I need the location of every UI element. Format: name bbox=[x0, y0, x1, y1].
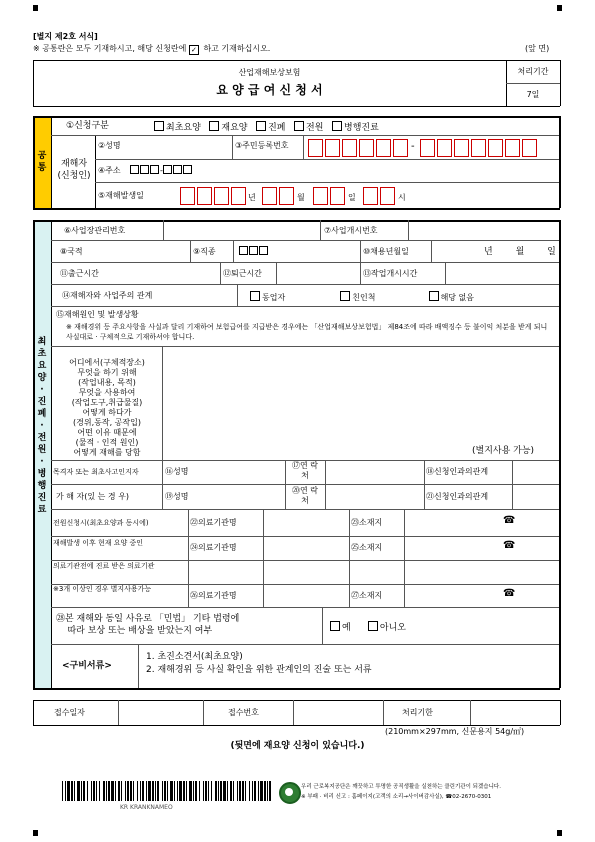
receipt-date-label: 접수일자 bbox=[54, 708, 85, 717]
opt-no: 아니오 bbox=[379, 623, 406, 633]
concurrent-line-3: ※3개 이상인 경우 별지사용가능 bbox=[53, 585, 152, 593]
offender-name-label: ⑲성명 bbox=[165, 492, 189, 501]
witness-label: 목격자 또는 최초사고인지자 bbox=[53, 468, 139, 476]
barcode-bar bbox=[233, 781, 234, 801]
opt-none: 해당 없음 bbox=[440, 293, 475, 302]
witness-contact-label: ⑰연 락 처 bbox=[292, 461, 318, 480]
barcode-bar bbox=[127, 781, 129, 801]
barcode-bar bbox=[111, 781, 114, 801]
offender-contact-label: ⑳연 락 처 bbox=[292, 486, 318, 505]
compensation-options bbox=[330, 621, 406, 633]
barcode-bar bbox=[205, 781, 207, 801]
date-label: ⑤재해발생일 bbox=[98, 191, 144, 200]
checkbox-partner[interactable] bbox=[250, 291, 260, 301]
barcode bbox=[62, 781, 272, 805]
year-box-4[interactable] bbox=[231, 187, 246, 205]
work-start-label: ⑪출근시간 bbox=[60, 269, 99, 278]
opt-relative: 친인척 bbox=[352, 293, 376, 302]
barcode-bar bbox=[93, 781, 95, 801]
guide-10: 어떻게 재해를 당함 bbox=[73, 448, 141, 457]
barcode-bar bbox=[71, 781, 73, 801]
page-side: (앞 면) bbox=[525, 44, 550, 53]
rrn-box-12[interactable] bbox=[505, 139, 520, 157]
barcode-bar bbox=[264, 781, 266, 801]
address-label: ④주소 bbox=[98, 166, 121, 175]
rrn-box-1[interactable] bbox=[308, 139, 323, 157]
attach-ok: (별지사용 가능) bbox=[472, 446, 535, 456]
barcode-bar bbox=[65, 781, 66, 801]
year-box-1[interactable] bbox=[180, 187, 195, 205]
doc-2: 2. 재해경위 등 사실 확인을 위한 관계인의 진술 또는 서류 bbox=[146, 665, 372, 675]
rrn-box-7[interactable] bbox=[420, 139, 435, 157]
barcode-bar bbox=[215, 781, 217, 801]
barcode-bar bbox=[140, 781, 141, 801]
notice-prefix: ※ 공통란은 모두 기재하시고, 해당 신청란에 bbox=[33, 44, 187, 53]
guide-3: (작업내용, 목적) bbox=[78, 378, 136, 387]
barcode-bar bbox=[81, 781, 82, 801]
req-type-options bbox=[154, 121, 379, 133]
rrn-label: ③주민등록번호 bbox=[235, 141, 289, 150]
concurrent-line-2: 의료기관전에 진료 받은 의료기관 bbox=[53, 562, 155, 570]
hospital-label-3: ㉖의료기관명 bbox=[190, 591, 237, 600]
barcode-bar bbox=[164, 781, 166, 801]
receipt-deadline-label: 처리기한 bbox=[402, 708, 433, 717]
barcode-bar bbox=[239, 781, 241, 801]
barcode-bar bbox=[148, 781, 151, 801]
barcode-bar bbox=[177, 781, 178, 801]
opt-first: 최초요양 bbox=[166, 123, 201, 133]
opt-partner: 동업자 bbox=[262, 293, 286, 302]
witness-rel-label: ⑱신청인과의관계 bbox=[426, 467, 489, 476]
barcode-bar bbox=[91, 781, 92, 801]
docs-label: <구비서류> bbox=[62, 661, 112, 671]
day-unit: 일 bbox=[348, 193, 356, 202]
location-label-2: ㉕소재지 bbox=[351, 543, 383, 552]
rrn-box-2[interactable] bbox=[325, 139, 340, 157]
barcode-bar bbox=[174, 781, 175, 801]
insurance-name: 산업재해보상보험 bbox=[238, 68, 301, 77]
barcode-bar bbox=[74, 781, 75, 801]
job-code-boxes[interactable] bbox=[239, 246, 269, 257]
barcode-bar bbox=[87, 781, 88, 801]
postal-boxes[interactable]: - bbox=[130, 165, 193, 176]
rrn-box-13[interactable] bbox=[522, 139, 537, 157]
transfer-label: 전원신청시(최초요양과 동시에) bbox=[53, 519, 149, 527]
barcode-bar bbox=[108, 781, 110, 801]
doc-1: 1. 초진소견서(최초요양) bbox=[146, 652, 243, 662]
barcode-bar bbox=[152, 781, 154, 801]
barcode-bar bbox=[258, 781, 259, 801]
common-side-label: 공통 bbox=[37, 151, 47, 173]
hospital-label-2: ㉔의료기관명 bbox=[190, 543, 237, 552]
corner-mark-br bbox=[557, 830, 562, 836]
biz-start-label: ⑦사업개시번호 bbox=[324, 226, 378, 235]
guide-7: (경위,동작, 공작입) bbox=[73, 418, 141, 427]
year-box-3[interactable] bbox=[214, 187, 229, 205]
barcode-bar bbox=[230, 781, 232, 801]
location-label-3: ㉗소재지 bbox=[351, 591, 383, 600]
barcode-bar bbox=[211, 781, 212, 801]
rrn-box-9[interactable] bbox=[454, 139, 469, 157]
corner-mark-bl bbox=[33, 830, 38, 836]
corner-mark-tl bbox=[33, 5, 38, 11]
relation-label: ⑭재해자와 사업주의 관계 bbox=[62, 291, 153, 300]
rrn-dash: - bbox=[411, 141, 415, 152]
month-box-2[interactable] bbox=[279, 187, 294, 205]
concurrent-label bbox=[53, 538, 188, 595]
checkbox-first[interactable] bbox=[154, 121, 164, 131]
rrn-box-3[interactable] bbox=[342, 139, 357, 157]
barcode-bar bbox=[125, 781, 126, 801]
page-title: 요 양 급 여 신 청 서 bbox=[216, 83, 323, 97]
barcode-bar bbox=[155, 781, 156, 801]
location-label-1: ㉓소재지 bbox=[351, 518, 383, 527]
barcode-bar bbox=[162, 781, 163, 801]
barcode-bar bbox=[115, 781, 116, 801]
op-start-label: ⑬작업개시시간 bbox=[363, 269, 418, 278]
checkbox-no[interactable] bbox=[368, 621, 378, 631]
cause-guide bbox=[53, 358, 161, 458]
barcode-bar bbox=[254, 781, 256, 801]
checkbox-transfer[interactable] bbox=[294, 121, 304, 131]
day-box-1[interactable] bbox=[313, 187, 328, 205]
form-number: [별지 제2호 서식] bbox=[33, 32, 98, 41]
barcode-bar bbox=[260, 781, 263, 801]
offender-rel-label: ㉑신청인과의관계 bbox=[426, 492, 489, 501]
year-box-2[interactable] bbox=[197, 187, 212, 205]
barcode-bar bbox=[186, 781, 187, 801]
barcode-bar bbox=[203, 781, 204, 801]
barcode-bar bbox=[142, 781, 144, 801]
barcode-bar bbox=[267, 781, 268, 801]
checkbox-relative[interactable] bbox=[340, 291, 350, 301]
barcode-bar bbox=[167, 781, 168, 801]
barcode-bar bbox=[189, 781, 192, 801]
barcode-bar bbox=[252, 781, 253, 801]
barcode-bar bbox=[133, 781, 134, 801]
opt-parallel: 병행진료 bbox=[344, 123, 379, 133]
barcode-bar bbox=[227, 781, 228, 801]
barcode-bar bbox=[103, 781, 105, 801]
barcode-bar bbox=[249, 781, 250, 801]
hour-box-1[interactable] bbox=[363, 187, 378, 205]
cause-note: ※ 재해경위 등 주요사항을 사실과 달리 기재하여 보험급여를 지급받은 경우에는 「산업재해보상보험법」 제84조에 따라 배액징수 등 불이익 처분을 받게 되니 사실대로 · 구체적으로 기재하셔야 합니다. bbox=[66, 323, 548, 341]
barcode-bar bbox=[237, 781, 238, 801]
checkbox-re[interactable] bbox=[209, 121, 219, 131]
barcode-bar bbox=[195, 781, 197, 801]
barcode-bar bbox=[193, 781, 194, 801]
hospital-label-1: ㉒의료기관명 bbox=[190, 518, 237, 527]
check-icon: ✓ bbox=[189, 45, 199, 55]
barcode-bar bbox=[157, 781, 159, 801]
corner-mark-tr bbox=[557, 5, 562, 11]
org-line-2: ※ 부패 · 비리 신고 : 홈페이지(고객의 소리→사이버감사실), ☎02-2670-0301 bbox=[301, 794, 492, 800]
opt-transfer: 전원 bbox=[306, 123, 324, 133]
barcode-bar bbox=[62, 781, 63, 801]
barcode-bar bbox=[220, 781, 222, 801]
back-notice: (뒷면에 재요양 신청이 있습니다.) bbox=[230, 741, 365, 751]
biz-mgmt-label: ⑥사업장관리번호 bbox=[64, 226, 126, 235]
receipt-no-label: 접수번호 bbox=[228, 708, 259, 717]
barcode-bar bbox=[146, 781, 147, 801]
guide-1: 어디에서(구체적장소) bbox=[69, 358, 145, 367]
barcode-bar bbox=[137, 781, 138, 801]
hour-box-2[interactable] bbox=[380, 187, 395, 205]
opt-pneumo: 진폐 bbox=[268, 123, 286, 133]
barcode-bar bbox=[96, 781, 97, 801]
paper-size: (210mm×297mm, 신문용지 54g/㎡) bbox=[385, 727, 525, 736]
hire-date-label: ⑩채용년월일 bbox=[363, 247, 409, 256]
barcode-bar bbox=[183, 781, 185, 801]
guide-8: 어떤 이유 때문에 bbox=[77, 428, 137, 437]
month-box-1[interactable] bbox=[262, 187, 277, 205]
barcode-bar bbox=[245, 781, 246, 801]
notice-text bbox=[33, 44, 270, 55]
concurrent-line-1: 재해발생 이후 현재 요양 중인 bbox=[53, 539, 144, 547]
barcode-bar bbox=[269, 781, 271, 801]
month-unit: 월 bbox=[297, 193, 305, 202]
rrn-box-5[interactable] bbox=[376, 139, 391, 157]
phone-icon: ☎ bbox=[503, 515, 516, 526]
opt-yes: 예 bbox=[342, 623, 351, 633]
nationality-label: ⑧국적 bbox=[60, 247, 83, 256]
guide-6: 어떻게 하다가 bbox=[82, 408, 132, 417]
relation-options bbox=[250, 291, 474, 303]
barcode-bar bbox=[99, 781, 100, 801]
guide-5: (작업도구,취급물질) bbox=[71, 398, 143, 407]
barcode-bar bbox=[67, 781, 70, 801]
hour-unit: 시 bbox=[398, 193, 406, 202]
barcode-bar bbox=[170, 781, 173, 801]
barcode-bar bbox=[218, 781, 219, 801]
barcode-bar bbox=[208, 781, 209, 801]
barcode-bar bbox=[118, 781, 120, 801]
barcode-bar bbox=[223, 781, 226, 801]
hire-date-units: 년 월 일 bbox=[484, 247, 556, 257]
cause-label: ⑮재해원인 및 발생상황 bbox=[56, 310, 139, 319]
rrn-box-10[interactable] bbox=[471, 139, 486, 157]
barcode-bar bbox=[242, 781, 244, 801]
name-label: ②성명 bbox=[98, 141, 121, 150]
rrn-box-6[interactable] bbox=[393, 139, 408, 157]
guide-9: (물적 · 인적 원인) bbox=[75, 438, 139, 447]
barcode-bar bbox=[121, 781, 122, 801]
checkbox-yes[interactable] bbox=[330, 621, 340, 631]
phone-icon: ☎ bbox=[503, 588, 516, 599]
witness-name-label: ⑯성명 bbox=[165, 467, 189, 476]
req-type-label: ①신청구분 bbox=[66, 121, 109, 131]
opt-re: 재요양 bbox=[221, 123, 248, 133]
guide-4: 무엇을 사용하여 bbox=[78, 388, 136, 397]
period-value: 7일 bbox=[526, 90, 540, 99]
offender-label: 가 해 자(있 는 경 우) bbox=[56, 492, 130, 501]
barcode-bar bbox=[130, 781, 132, 801]
checkbox-none[interactable] bbox=[429, 291, 439, 301]
work-end-label: ⑫퇴근시간 bbox=[223, 269, 262, 278]
checkbox-pneumo[interactable] bbox=[256, 121, 266, 131]
year-unit: 년 bbox=[248, 193, 256, 202]
barcode-text: KR KRANKNAMEO bbox=[120, 804, 173, 811]
guide-2: 무엇을 하기 위해 bbox=[77, 368, 137, 377]
barcode-bar bbox=[106, 781, 107, 801]
rrn-box-8[interactable] bbox=[437, 139, 452, 157]
period-label: 처리기간 bbox=[517, 67, 549, 76]
org-line-1: 우리 근로복지공단은 깨끗하고 투명한 공직생활을 실천하는 클린기관이 되겠습니다. bbox=[301, 784, 501, 790]
notice-suffix: 하고 기재하십시오. bbox=[203, 44, 271, 53]
compensation-question: ㉘본 재해와 동일 사유로 「민법」 기타 법령에 따라 보상 또는 배상을 받았는지 여부 bbox=[56, 614, 240, 636]
barcode-bar bbox=[77, 781, 80, 801]
worker-label: 재해자 (신청인) bbox=[57, 159, 91, 181]
job-type-label: ⑨직종 bbox=[193, 247, 216, 256]
barcode-bar bbox=[83, 781, 85, 801]
checkbox-parallel[interactable] bbox=[332, 121, 342, 131]
first-side-label: 최 초 요 양 · 진 폐 · 전 원 · 병 행 진 료 bbox=[37, 337, 47, 515]
docs-list bbox=[146, 651, 372, 677]
phone-icon: ☎ bbox=[503, 540, 516, 551]
org-logo-inner bbox=[285, 788, 293, 796]
day-box-2[interactable] bbox=[330, 187, 345, 205]
barcode-bar bbox=[179, 781, 182, 801]
barcode-bar bbox=[199, 781, 200, 801]
rrn-box-11[interactable] bbox=[488, 139, 503, 157]
rrn-box-4[interactable] bbox=[359, 139, 374, 157]
